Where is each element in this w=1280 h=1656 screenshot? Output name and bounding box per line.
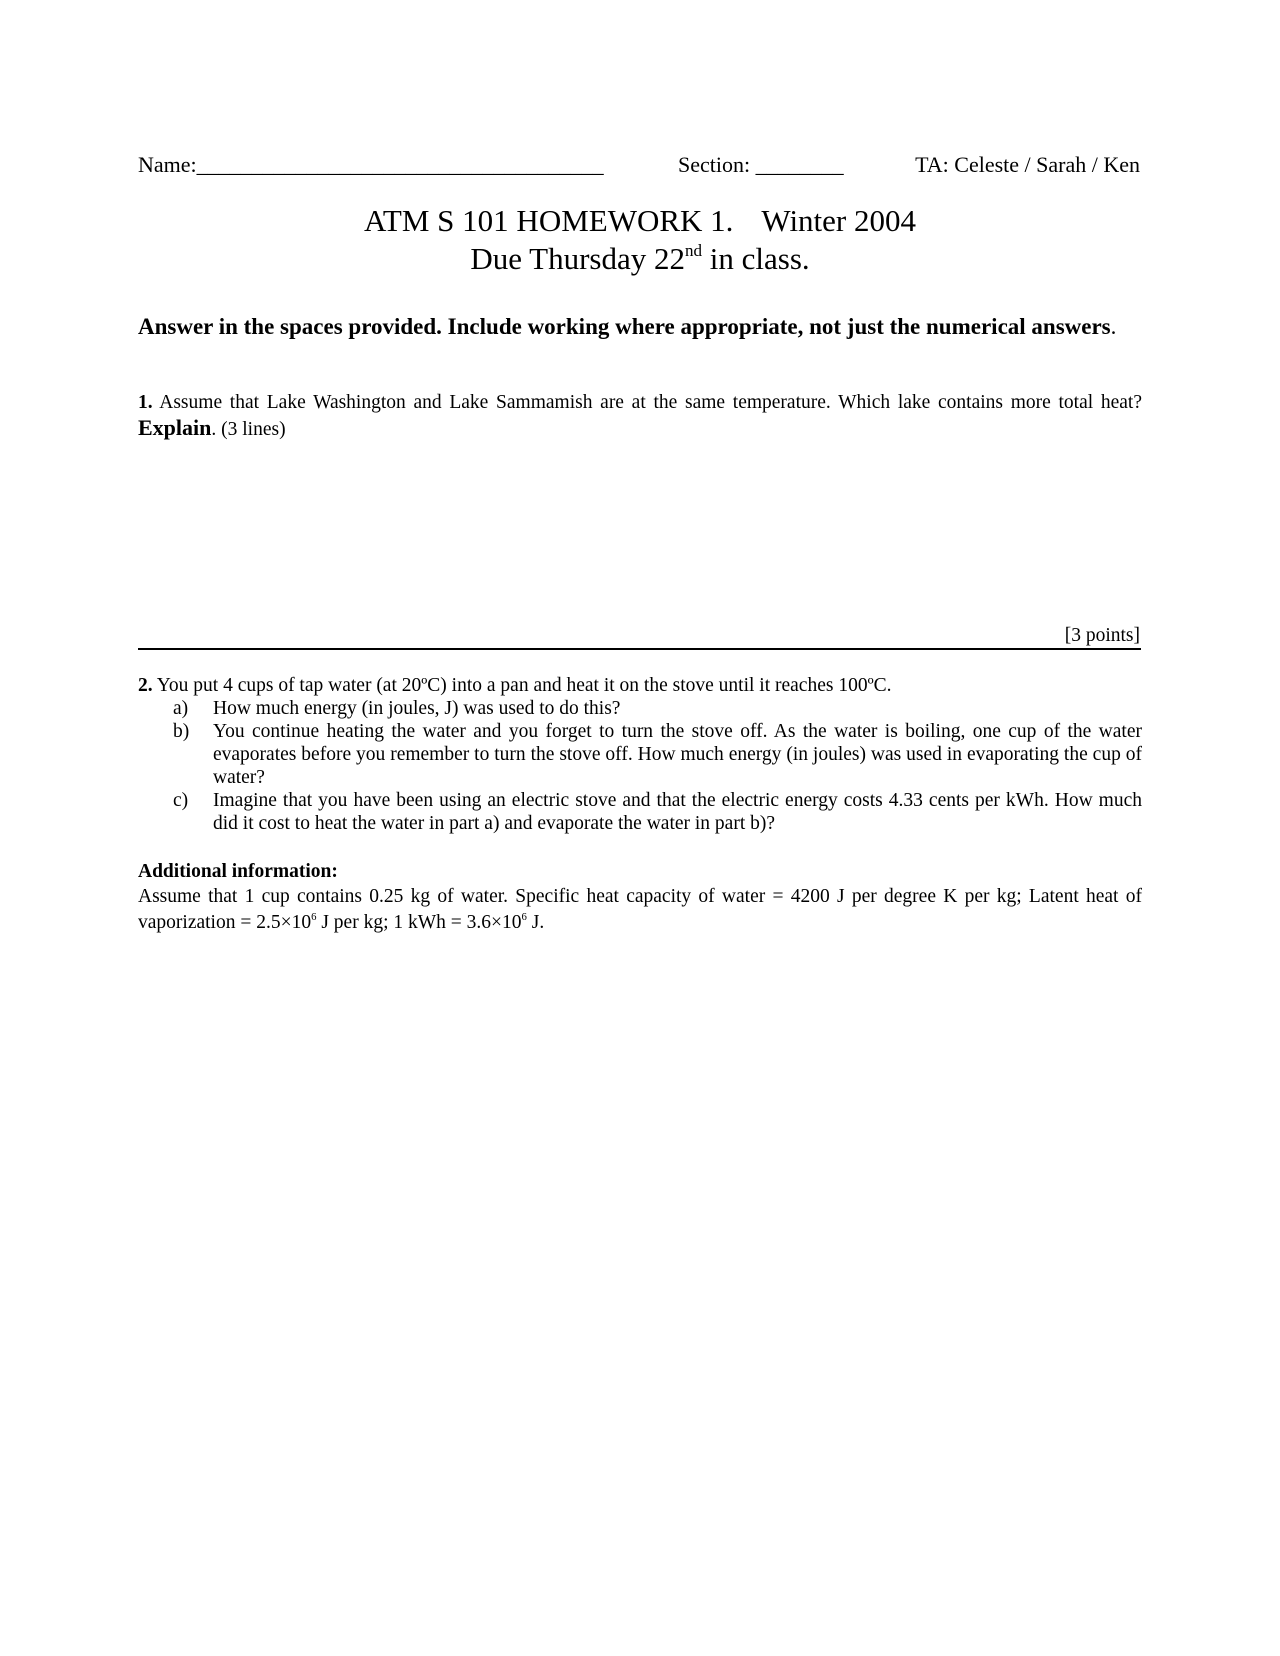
term: Winter 2004: [761, 203, 916, 238]
header-row: [138, 150, 1140, 180]
course-title: ATM S 101 HOMEWORK 1.: [363, 203, 734, 238]
additional-info-heading: Additional information:: [138, 861, 338, 882]
section-field: Section: ________: [678, 152, 844, 177]
question-number: 1.: [138, 392, 153, 413]
ta-field: TA: Celeste / Sarah / Ken: [915, 152, 1140, 177]
due-date: Due Thursday 22nd in class.: [470, 241, 810, 276]
additional-info-text: Assume that 1 cup contains 0.25 kg of water. Specific heat capacity of water = 4200 J per degree K per kg; Latent heat of vaporization = $2.5\times 10^6$ J per kg; 1 kWh = $3.6\times 10^6$ J.: [138, 886, 1142, 933]
question-1: 1. Assume that Lake Washington and Lake Sammamish are at the same temperature. Which lake contains more total heat? Explain. (3 lines): [138, 392, 1142, 440]
question-2-part-c: c) Imagine that you have been using an electric stove and that the electric energy costs 4.33 cents per kWh. How much did it cost to heat the water in part a) and evaporate the water in part b)?: [173, 790, 1142, 834]
name-field: Name:_____________________________________: [138, 152, 604, 177]
explain-label: Explain: [138, 415, 212, 440]
instructions: Answer in the spaces provided. Include working where appropriate, not just the numerical answers.: [138, 314, 1117, 339]
points-label: [3 points]: [1064, 625, 1140, 646]
question-2-part-b: b) You continue heating the water and you forget to turn the stove off. As the water is boiling, one cup of the water evaporates before you remember to turn the stove off. How much energy (in joules) was used in evaporating the cup of water?: [173, 721, 1142, 788]
question-number: 2.: [138, 675, 153, 696]
question-2-stem: 2. You put 4 cups of tap water (at 20ºC) into a pan and heat it on the stove until it reaches 100ºC.: [138, 675, 892, 696]
question-2: [138, 674, 1142, 835]
page-title: [0, 202, 1280, 240]
divider-line: [138, 648, 1141, 650]
question-2-part-a: a) How much energy (in joules, J) was used to do this?: [173, 698, 621, 719]
